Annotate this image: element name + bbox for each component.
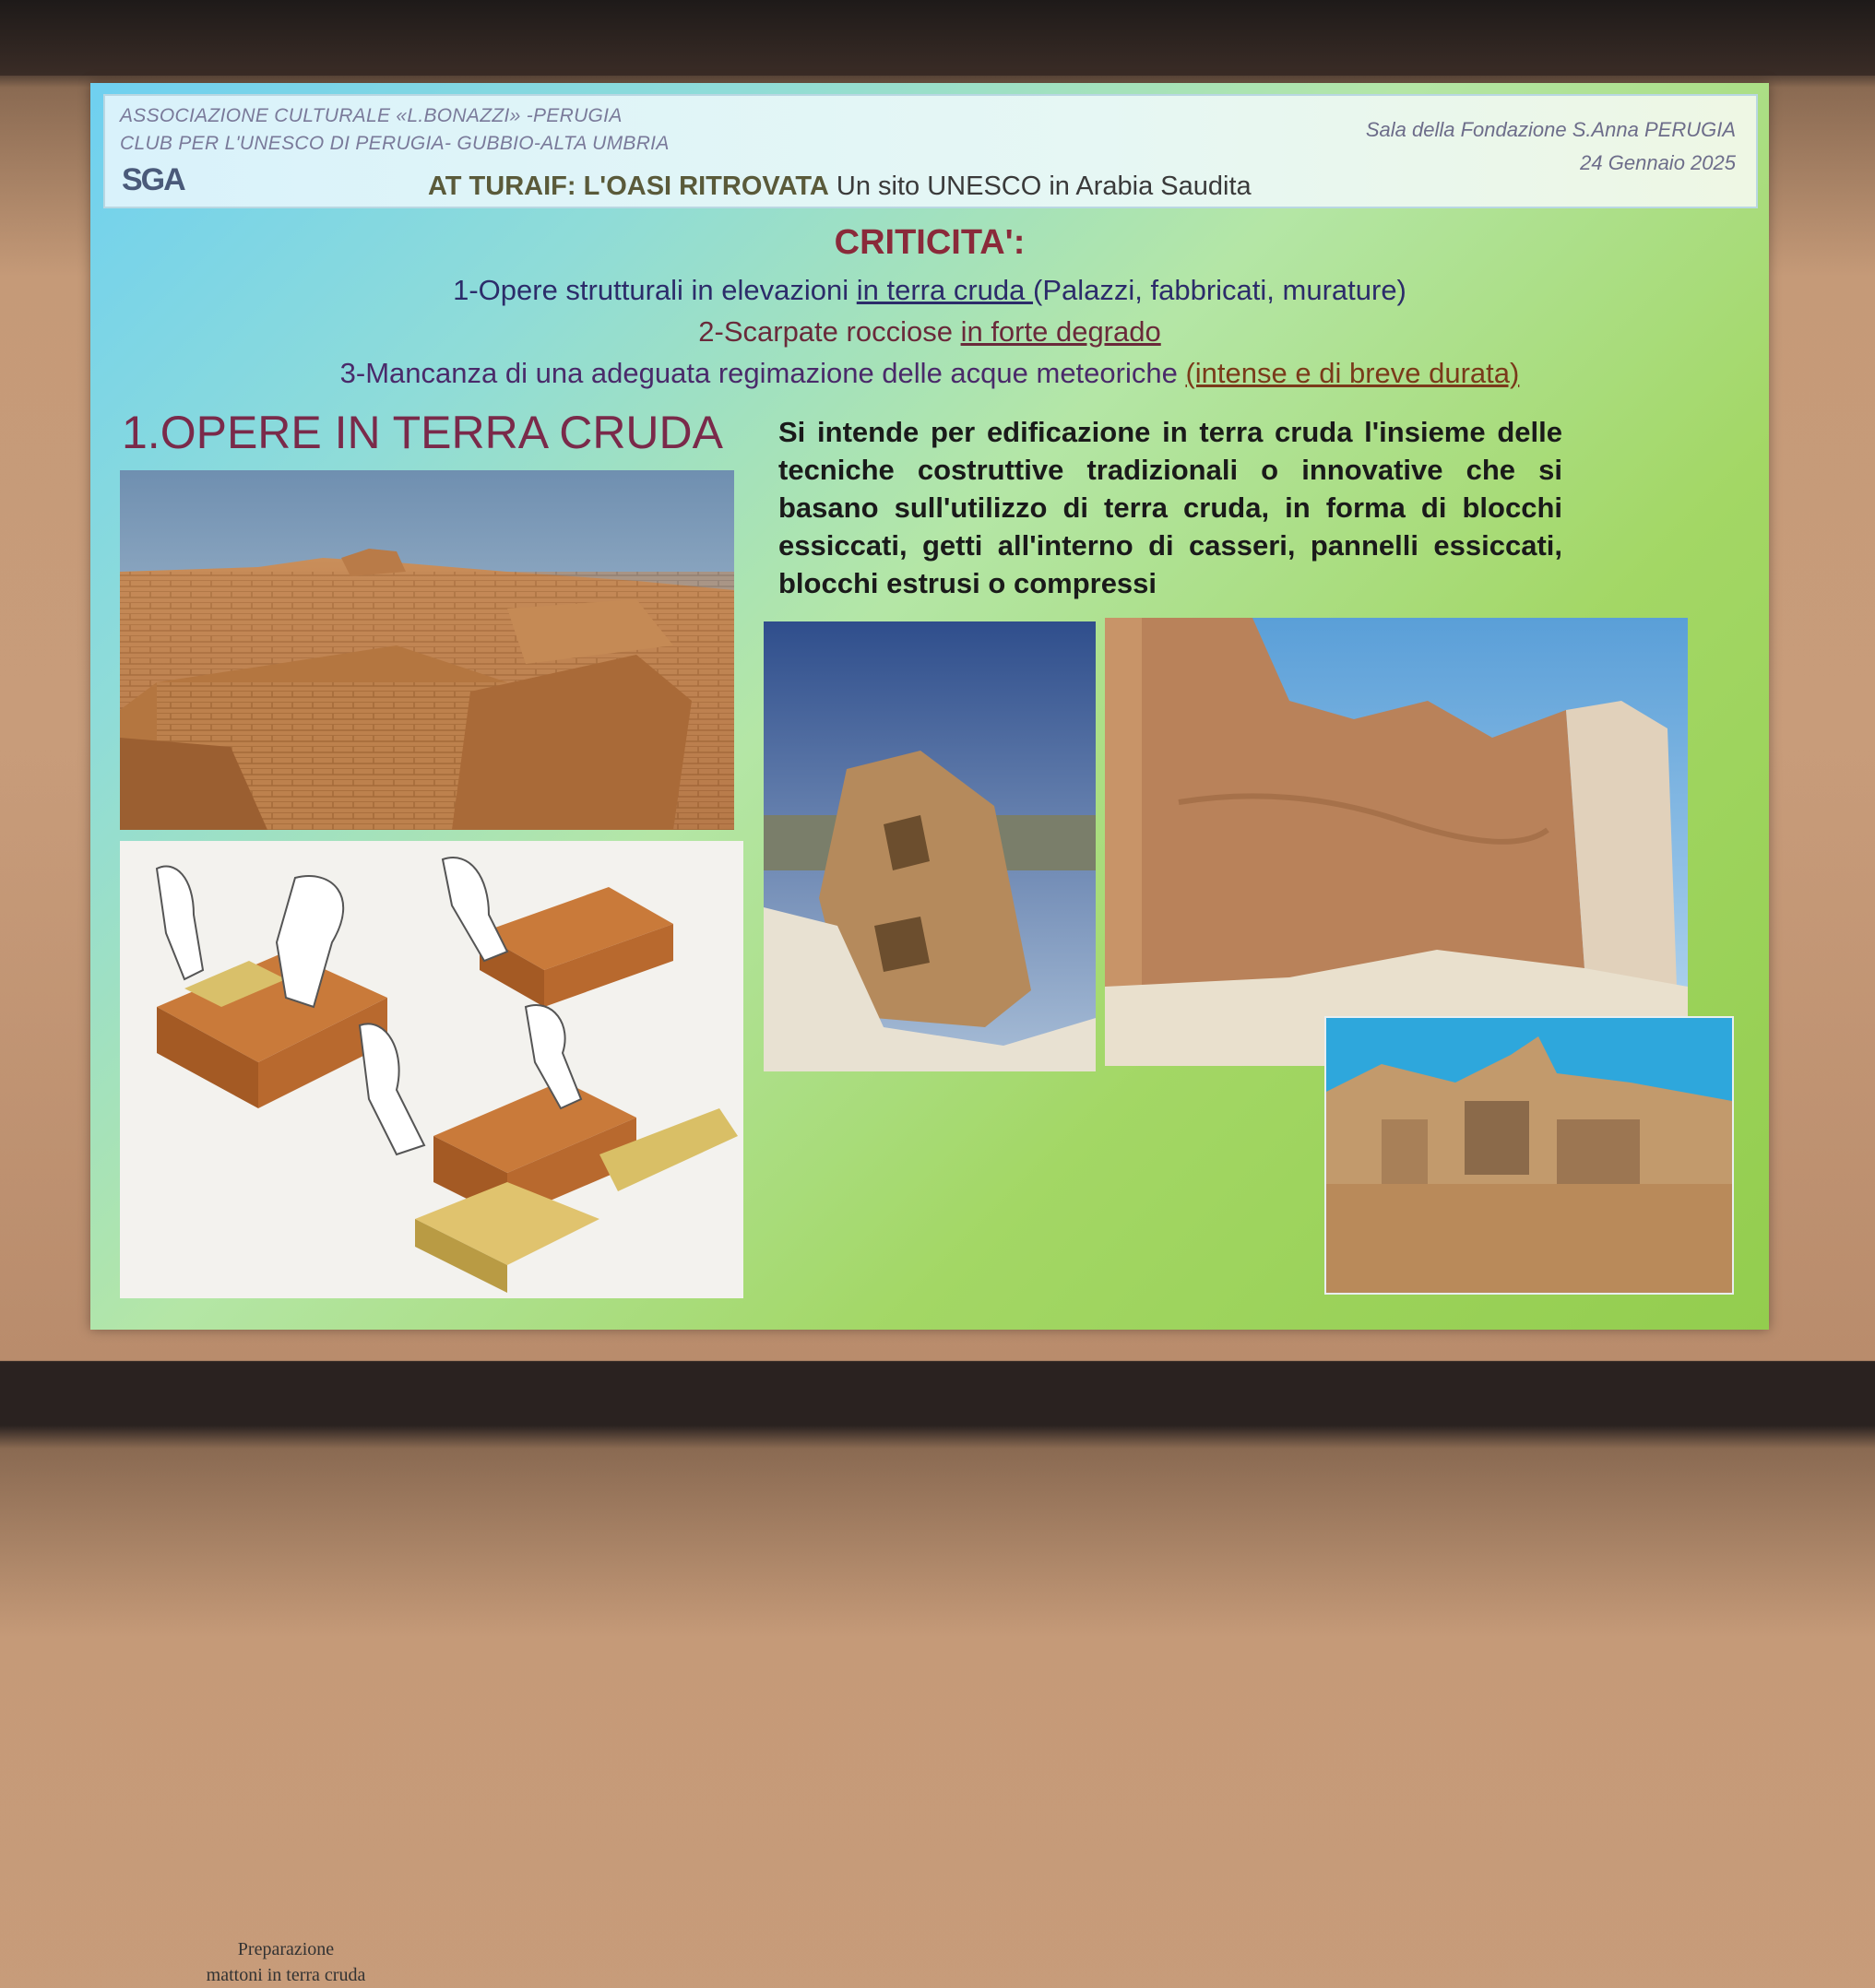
sga-logo: SGA (122, 162, 184, 197)
presentation-title (428, 172, 1252, 202)
screen-top-border (0, 0, 1875, 76)
organization-line-2: CLUB PER L'UNESCO DI PERUGIA- GUBBIO-ALTA UMBRIA (120, 133, 670, 154)
organization-line-1: ASSOCIAZIONE CULTURALE «L.BONAZZI» -PERUGIA (120, 105, 623, 126)
title-rest: Un sito UNESCO in Arabia Saudita (836, 172, 1252, 201)
title-bold: AT TURAIF: L'OASI RITROVATA (428, 172, 829, 201)
crumbling-pillar-photo (764, 621, 1096, 1071)
definition-paragraph: Si intende per edificazione in terra cruda l'insieme delle tecniche costruttive tradizionali o innovative che si basano sull'utilizzo di terra cruda, in forma di blocchi essiccati, getti all'interno di casseri, pannelli essiccati, blocchi estrusi o compressi (778, 416, 1562, 599)
eroded-wall-photo (1105, 618, 1688, 1066)
slide-header (103, 94, 1758, 208)
section-title: 1.OPERE IN TERRA CRUDA (122, 407, 724, 458)
illustration-caption: Preparazione mattoni in terra cruda (206, 1939, 366, 1985)
criticita-item-1: 1-Opere strutturali in elevazioni in terra cruda (Palazzi, fabbricati, murature) (453, 274, 1406, 306)
criticita-heading: CRITICITA': (834, 223, 1026, 262)
village-ruins-photo (1324, 1016, 1734, 1295)
mudbrick-ruins-photo (120, 470, 734, 830)
criticita-item-3: 3-Mancanza di una adeguata regimazione delle acque meteoriche (intense e di breve durata) (339, 357, 1520, 389)
event-place: Sala della Fondazione S.Anna PERUGIA (1365, 118, 1736, 141)
brick-making-illustration (120, 841, 743, 1985)
presentation-slide (90, 83, 1769, 1985)
event-date: 24 Gennaio 2025 (1580, 151, 1736, 174)
criticita-item-2: 2-Scarpate rocciose in forte degrado (698, 315, 1161, 348)
